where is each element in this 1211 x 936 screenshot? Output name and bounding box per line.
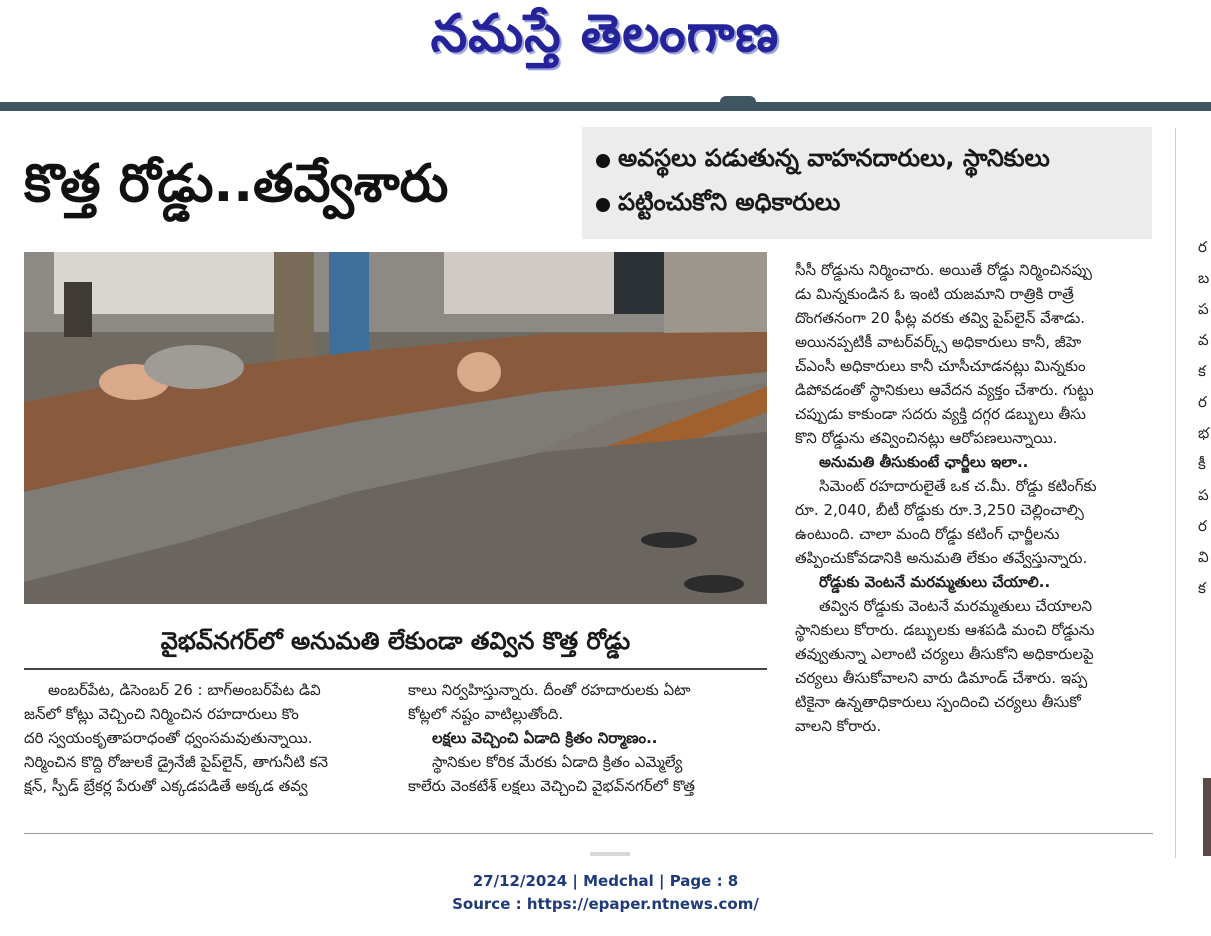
photo-caption: వైభవ్‌నగర్‌లో అనుమతి లేకుండా తవ్విన కొత్త రోడ్డు [160,627,631,655]
article-photo [24,252,767,604]
body-line: అంబర్‌పేట, డిసెంబర్ 26 : బాగ్‌అంబర్‌పేట డివి [48,681,321,699]
body-line: కొని రోడ్డును తవ్వించినట్లు ఆరోపణలున్నాయి. [795,429,1058,447]
edge-char: వ [1198,331,1209,349]
edge-char: ర [1198,238,1207,256]
edge-char: ప [1198,300,1209,318]
body-line: కాలు నిర్వహిస్తున్నారు. దీంతో రహదారులకు ఏటా [408,681,691,699]
body-line: వాలని కోరారు. [795,717,882,735]
edge-char: ప [1198,486,1209,504]
footer-source-link[interactable]: Source : https://epaper.ntnews.com/ [452,895,759,913]
deck-item [596,183,1138,227]
body-line: టికైనా ఉన్నతాధికారులు స్పందించి చర్యలు తీసుకో [795,693,1081,711]
article-column-1 [24,678,394,798]
body-line: కోట్లలో నష్టం వాటిల్లుతోంది. [408,705,564,723]
body-line: తవ్వుతున్నా ఎలాంటి చర్యలు తీసుకోని అధికారులపై [795,645,1094,663]
body-line: సీసీ రోడ్డును నిర్మించారు. అయితే రోడ్డు నిర్మించినప్పు [795,261,1092,279]
body-line: క్షన్, స్పీడ్ బ్రేకర్ల పేరుతో ఎక్కడపడితే అక్కడ తవ్వ [24,777,308,795]
edge-char: ర [1198,517,1207,535]
deck-text: పట్టించుకోని అధికారులు [618,188,841,216]
body-line: ఉంటుంది. చాలా మంది రోడ్డు కటింగ్ ఛార్జీలను [795,525,1060,543]
body-line: చ్‌ఎంసీ అధికారులు కానీ చూసీచూడనట్లు మిన్నకుం [795,357,1086,375]
masthead [0,0,1211,104]
body-line: చర్యలు తీసుకోవాలని వారు డిమాండ్ చేశారు. ఇప్ప [795,669,1088,687]
subheading: రోడ్డుకు వెంటనే మరమ్మతులు చేయాలి.. [819,573,1051,591]
bottom-notch [590,852,630,856]
body-line: సిమెంట్ రహదారులైతే ఒక చ.మీ. రోడ్డు కటింగ్‌కు [819,477,1097,495]
dug-road-photo [24,252,767,604]
edge-char: భ [1198,424,1210,442]
body-line: డు మిన్నకుండిన ఓ ఇంటి యజమాని రాత్రికి రాత్రే [795,285,1074,303]
newspaper-logo [405,4,805,76]
subheading: లక్షలు వెచ్చించి ఏడాది క్రితం నిర్మాణం.. [432,729,658,747]
column-divider [1175,128,1176,858]
edge-char: ర [1198,393,1207,411]
edge-char: క [1198,579,1206,597]
adjacent-article-edge [1198,232,1211,604]
body-line: స్థానికుల కోరిక మేరకు ఏడాది క్రితం ఎమ్మెల్యే [432,753,683,771]
body-line: అయినప్పటికీ వాటర్‌వర్క్స్ అధికారులు కానీ, జీహె [795,333,1082,351]
caption-underline [24,668,767,670]
subheading: అనుమతి తీసుకుంటే ఛార్జీలు ఇలా.. [819,453,1029,471]
body-line: దొంగతనంగా 20 ఫీట్ల వరకు తవ్వి పైప్‌లైన్ వేశాడు. [795,309,1086,327]
article-headline: కొత్త రోడ్డు..తవ్వేశారు [24,154,449,214]
deck-text: అవస్థలు పడుతున్న వాహనదారులు, స్థానికులు [618,144,1050,172]
masthead-divider [0,102,1211,111]
footer-edition-info: 27/12/2024 | Medchal | Page : 8 [472,872,739,890]
body-line: స్థానికులు కోరారు. డబ్బులకు ఆశపడి మంచి రోడ్డును [795,621,1095,639]
page-footer [0,870,1211,916]
logo-text: నమస్తే తెలంగాణ [430,3,780,64]
body-line: డిపోవడంతో స్థానికులు ఆవేదన వ్యక్తం చేశారు. గుట్టు [795,381,1094,399]
edge-char: వి [1198,548,1209,566]
bullet-icon [596,198,610,212]
body-line: నిర్మించిన కొద్ది రోజులకే డ్రైనేజీ పైప్‌లైన్, తాగునీటి కనె [24,753,329,771]
edge-char: కీ [1198,455,1206,473]
body-line: చప్పుడు కాకుండా సదరు వ్యక్తి దగ్గర డబ్బులు తీసు [795,405,1086,423]
adjacent-photo-edge [1203,778,1211,856]
body-line: దరి స్వయంకృతాపరాధంతో ధ్వంసమవుతున్నాయి. [24,729,313,747]
body-line: తవ్విన రోడ్డుకు వెంటనే మరమ్మతులు చేయాలని [819,597,1093,615]
article-bottom-rule [24,833,1153,834]
body-line: రూ. 2,040, బీటీ రోడ్డుకు రూ.3,250 చెల్లించాల్సి [795,501,1084,519]
edge-char: బ [1198,269,1210,287]
body-line: కాలేరు వెంకటేశ్ లక్షలు వెచ్చించి వైభవ్‌నగర్‌లో కొత్త [408,777,695,795]
body-line: జన్‌లో కోట్లు వెచ్చించి నిర్మించిన రహదారులు కొం [24,705,299,723]
body-line: తప్పించుకోవడానికి అనుమతి లేకుం తవ్వేస్తున్నారు. [795,549,1088,567]
article-column-3 [795,258,1153,738]
bullet-icon [596,154,610,168]
headline-deck [582,127,1152,239]
edge-char: క [1198,362,1206,380]
article-column-2 [408,678,768,798]
deck-item [596,139,1138,183]
